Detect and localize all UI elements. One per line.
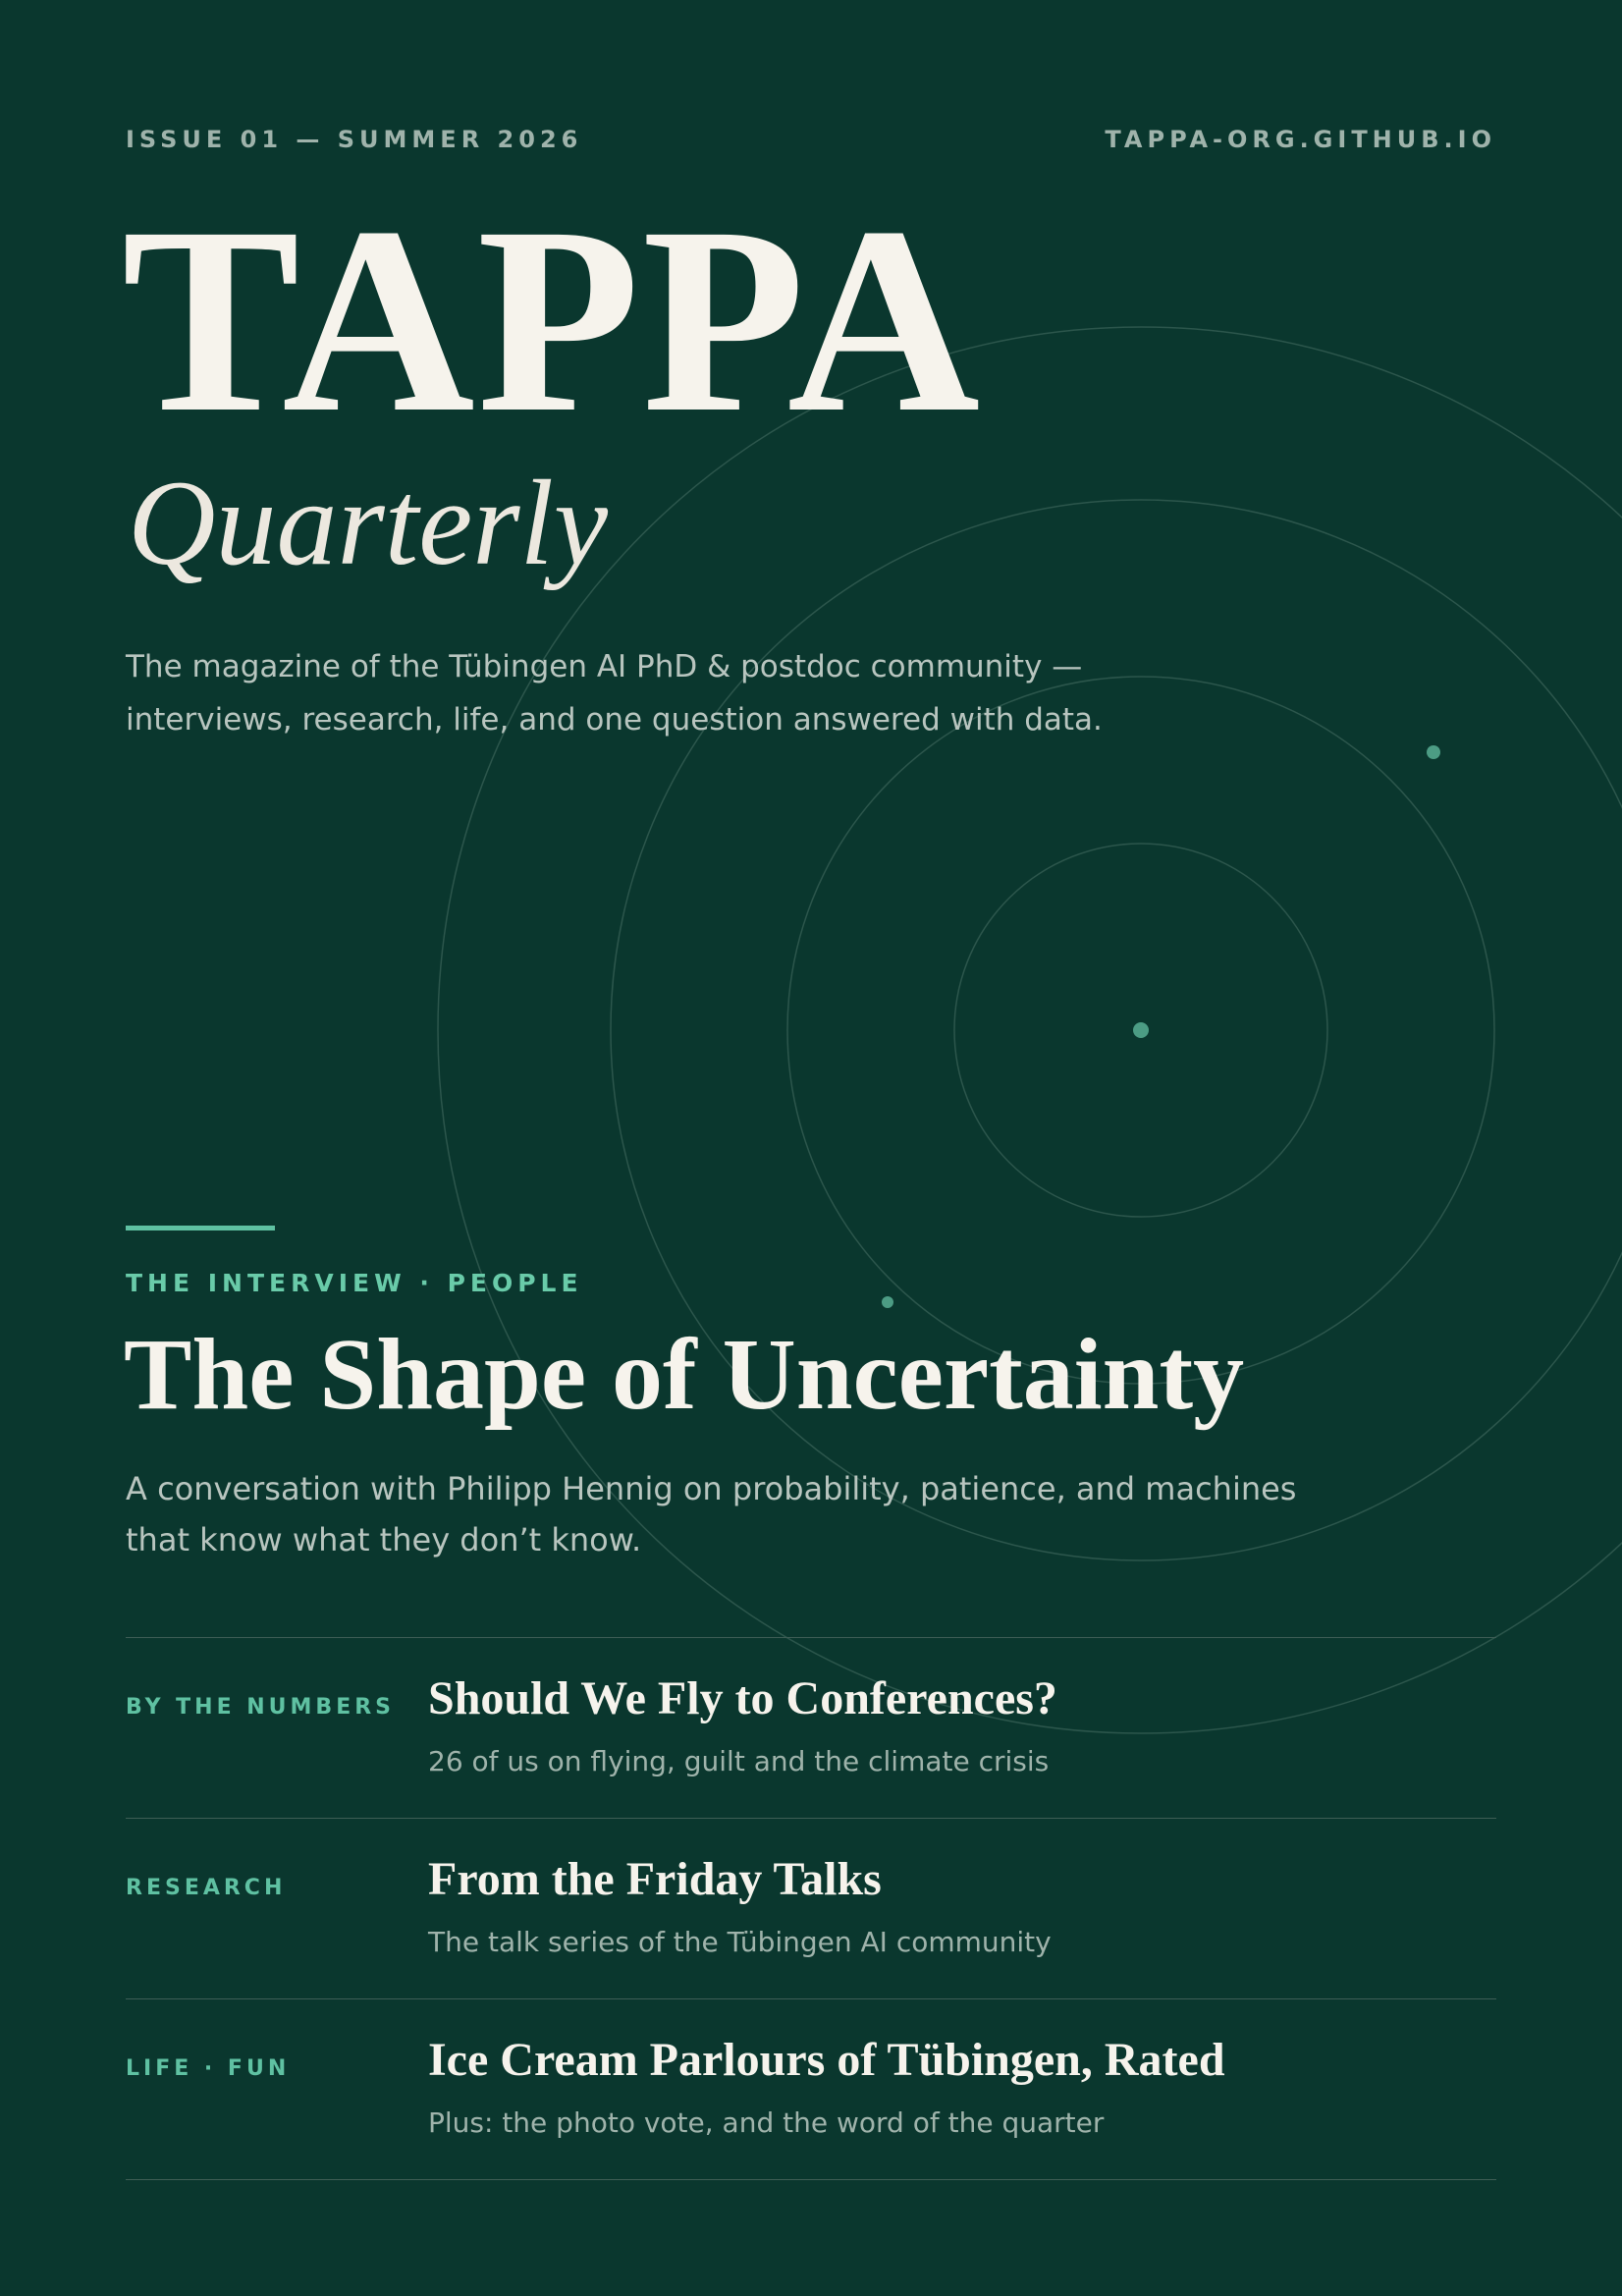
contents-list: [126, 1637, 1496, 2180]
contents-item-research[interactable]: [126, 1819, 1496, 1999]
contents-headline: From the Friday Talks: [428, 1853, 882, 1905]
feature-kicker: THE INTERVIEW · PEOPLE: [126, 1269, 583, 1297]
accent-divider: [126, 1226, 275, 1230]
contents-item-life-fun[interactable]: [126, 1999, 1496, 2180]
masthead-tagline: The magazine of the Tübingen AI PhD & postdoc community — interviews, research, life, and one question answered with data.: [126, 649, 1103, 738]
contents-item-by-the-numbers[interactable]: [126, 1638, 1496, 1819]
orbit-dot-right: [1427, 745, 1440, 759]
masthead-subtitle: Quarterly: [128, 456, 609, 590]
contents-summary: Plus: the photo vote, and the word of the quarter: [428, 2106, 1105, 2139]
ring-2: [787, 677, 1494, 1384]
masthead-title: TAPPA: [122, 172, 983, 467]
contents-summary: The talk series of the Tübingen AI community: [428, 1926, 1052, 1958]
contents-headline: Should We Fly to Conferences?: [428, 1672, 1057, 1724]
site-url-link[interactable]: TAPPA-ORG.GITHUB.IO: [1105, 126, 1496, 153]
ring-1: [954, 844, 1327, 1217]
top-line: [126, 126, 1496, 157]
contents-section-label: RESEARCH: [126, 1876, 287, 1900]
feature-deck: A conversation with Philipp Hennig on probability, patience, and machines that know what they don’t know.: [126, 1470, 1297, 1558]
feature-title-link[interactable]: The Shape of Uncertainty: [124, 1318, 1245, 1431]
contents-section-label: BY THE NUMBERS: [126, 1695, 396, 1720]
orbit-dot-left: [882, 1296, 893, 1308]
contents-section-label: LIFE · FUN: [126, 2056, 291, 2081]
contents-summary: 26 of us on flying, guilt and the climate crisis: [428, 1745, 1050, 1777]
center-dot: [1133, 1022, 1149, 1038]
contents-headline: Ice Cream Parlours of Tübingen, Rated: [428, 2034, 1225, 2086]
issue-label: ISSUE 01 — SUMMER 2026: [126, 126, 583, 153]
